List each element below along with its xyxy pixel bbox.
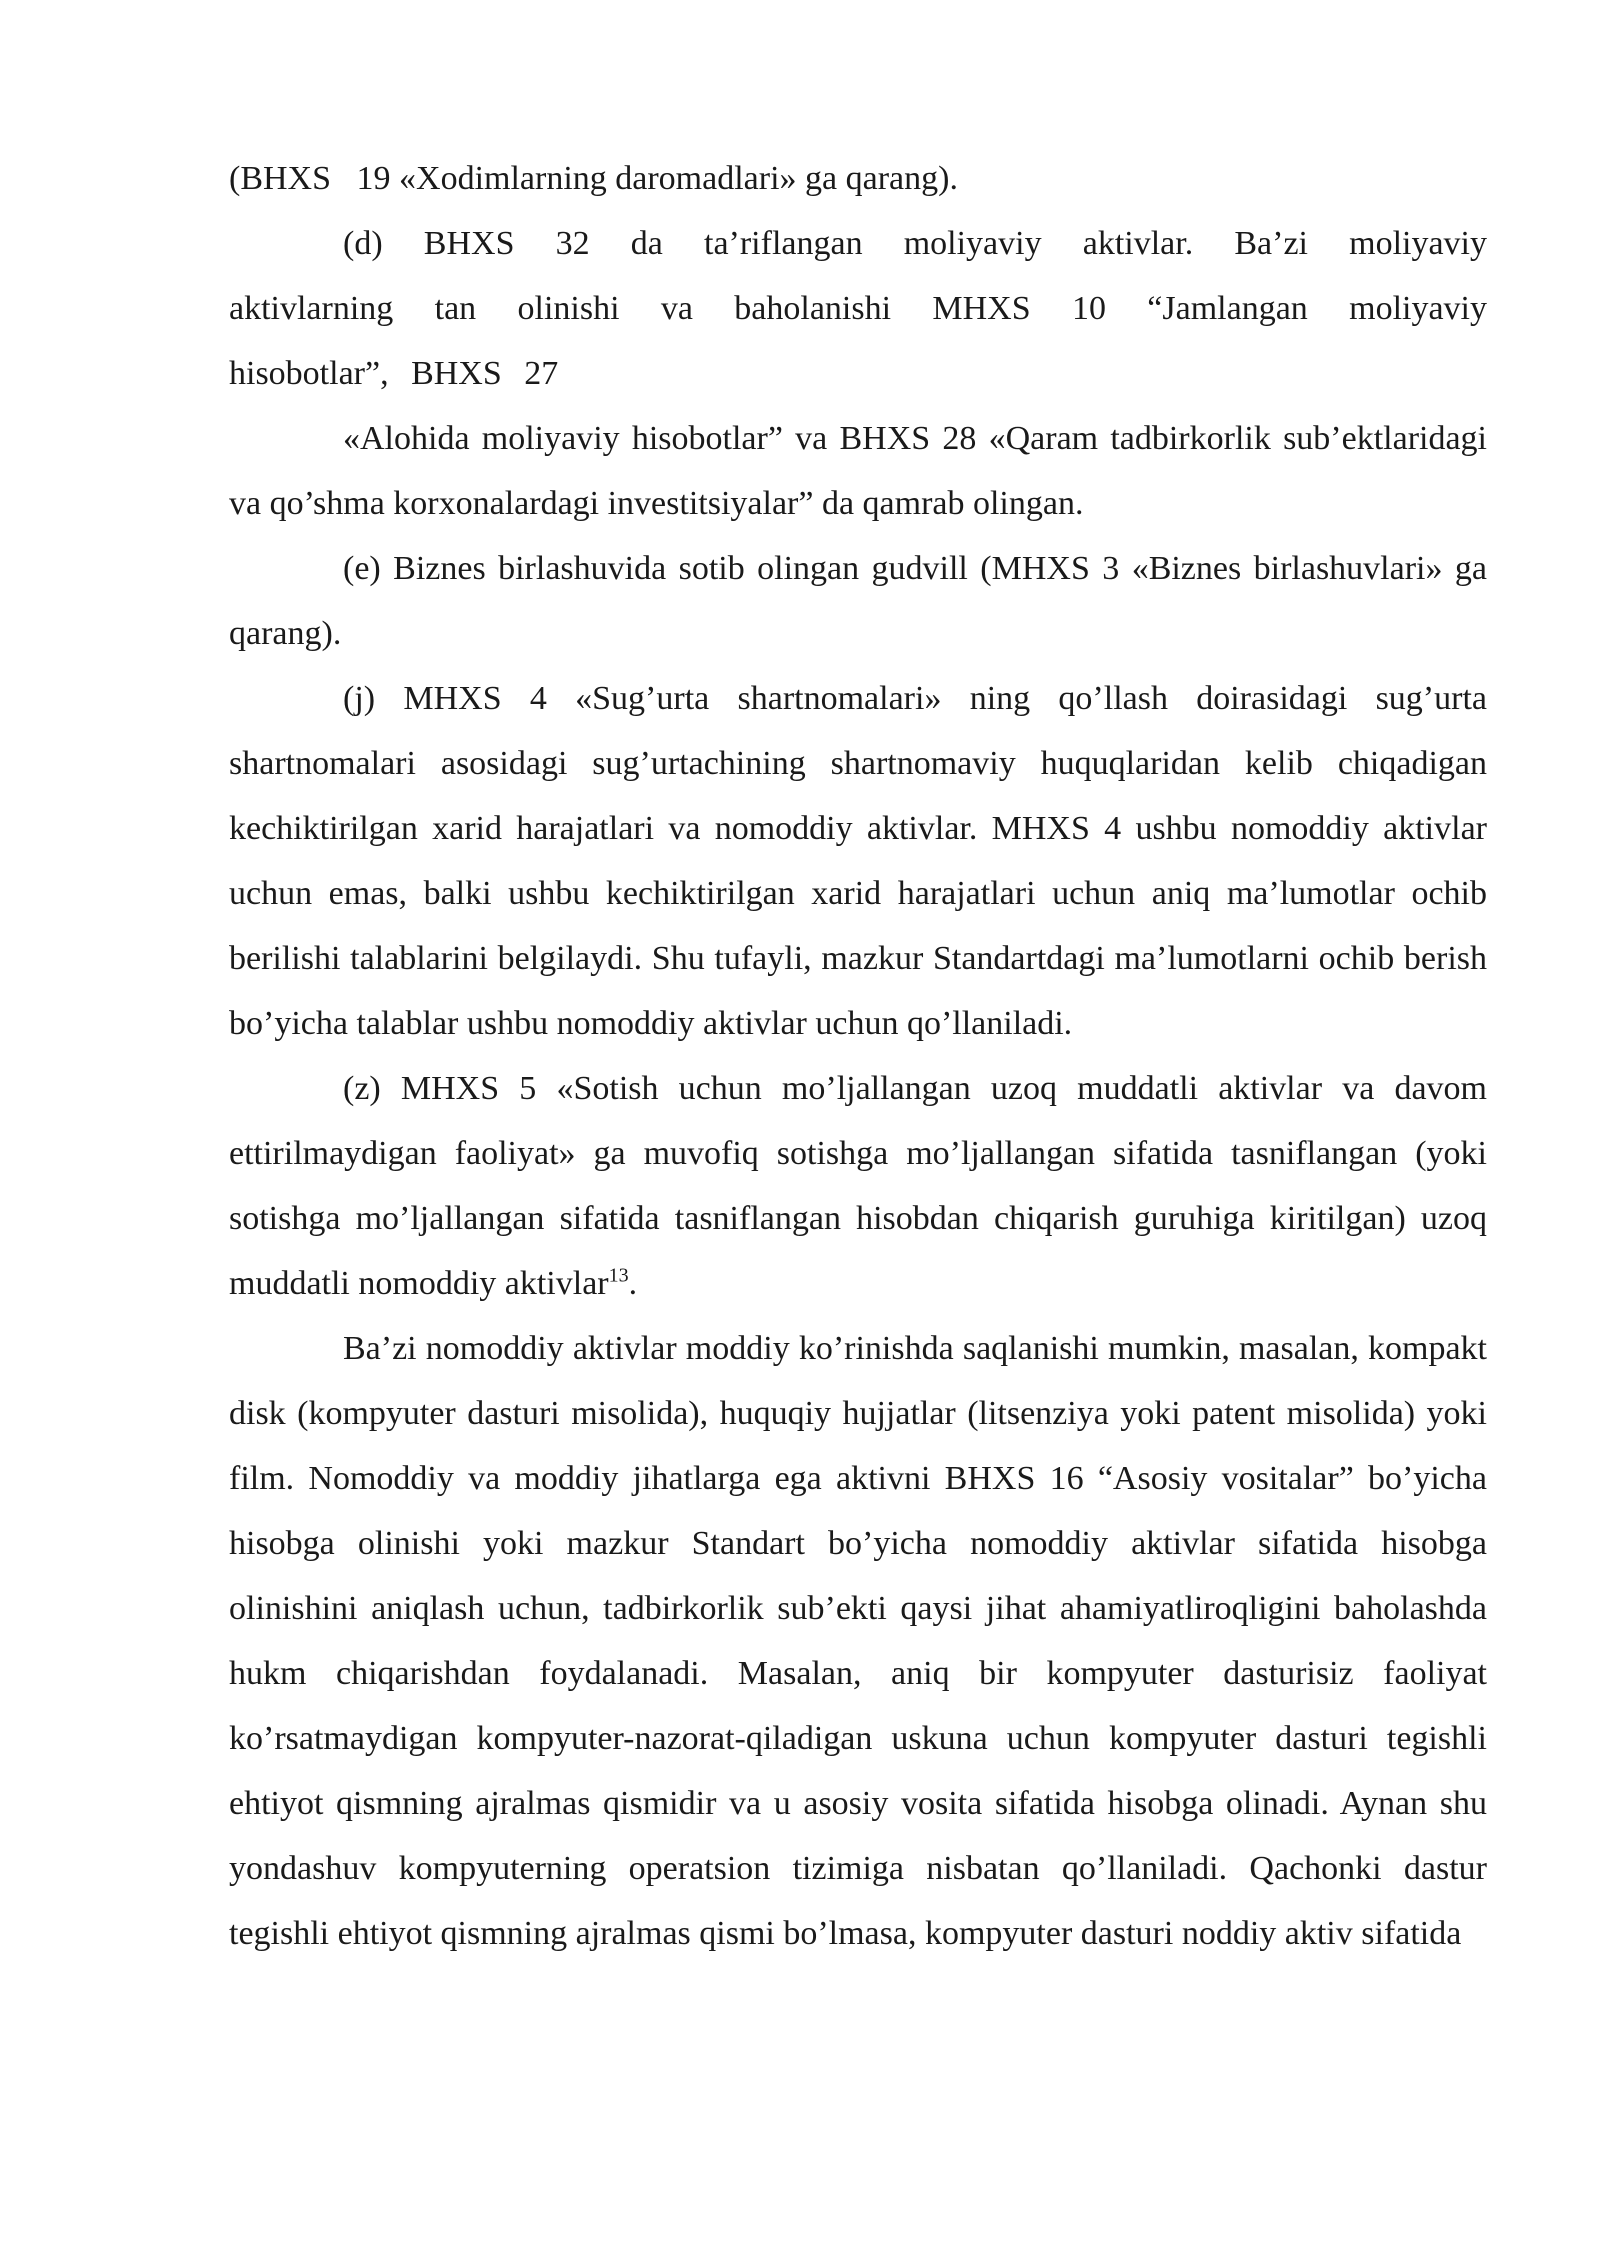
- paragraph-item-z: [229, 1056, 1487, 1316]
- document-body: [229, 146, 1487, 1966]
- paragraph-bhxs-19-reference: (BHXS 19 «Xodimlarning daromadlari» ga qarang).: [229, 160, 958, 197]
- paragraph-item-e: (e) Biznes birlashuvida sotib olingan gudvill (MHXS 3 «Biznes birlashuvlari» ga qarang).: [229, 550, 1487, 652]
- paragraph-item-j: (j) MHXS 4 «Sug’urta shartnomalari» ning qo’llash doirasidagi sug’urta shartnomalari asosidagi sug’urtachining shartnomaviy huquqlaridan kelib chiqadigan kechiktirilgan xarid harajatlari va nomoddiy aktivlar. MHXS 4 ushbu nomoddiy aktivlar uchun emas, balki ushbu kechiktirilgan xarid harajatlari uchun aniq ma’lumotlar ochib berilishi talablarini belgilaydi. Shu tufayli, mazkur Standartdagi ma’lumotlarni ochib berish bo’yicha talablar ushbu nomoddiy aktivlar uchun qo’llaniladi.: [229, 680, 1487, 1042]
- paragraph-item-d: (d) BHXS 32 da ta’riflangan moliyaviy aktivlar. Ba’zi moliyaviy aktivlarning tan olinishi va baholanishi MHXS 10 “Jamlangan moliyaviy hisobotlar”, BHXS 27: [229, 225, 1487, 392]
- paragraph-item-z-end: .: [628, 1265, 638, 1302]
- paragraph-item-z-text: (z) MHXS 5 «Sotish uchun mo’ljallangan uzoq muddatli aktivlar va davom ettirilmaydigan faoliyat» ga muvofiq sotishga mo’ljallangan sifatida tasniflangan (yoki sotishga mo’ljallangan sifatida tasniflangan hisobdan chiqarish guruhiga kiritilgan) uzoq muddatli nomoddiy aktivlar: [229, 1070, 1487, 1302]
- paragraph-alohida-hisobotlar: «Alohida moliyaviy hisobotlar” va BHXS 28 «Qaram tadbirkorlik sub’ektlaridagi va qo’shma korxonalardagi investitsiyalar” da qamrab olingan.: [229, 420, 1487, 522]
- paragraph-moddiy-korinish: Ba’zi nomoddiy aktivlar moddiy ko’rinishda saqlanishi mumkin, masalan, kompakt disk (kompyuter dasturi misolida), huquqiy hujjatlar (litsenziya yoki patent misolida) yoki film. Nomoddiy va moddiy jihatlarga ega aktivni BHXS 16 “Asosiy vositalar” bo’yicha hisobga olinishi yoki mazkur Standart bo’yicha nomoddiy aktivlar sifatida hisobga olinishini aniqlash uchun, tadbirkorlik sub’ekti qaysi jihat ahamiyatliroqligini baholashda hukm chiqarishdan foydalanadi. Masalan, aniq bir kompyuter dasturisiz faoliyat ko’rsatmaydigan kompyuter-nazorat-qiladigan uskuna uchun kompyuter dasturi tegishli ehtiyot qismning ajralmas qismidir va u asosiy vosita sifatida hisobga olinadi. Aynan shu yondashuv kompyuterning operatsion tizimiga nisbatan qo’llaniladi. Qachonki dastur tegishli ehtiyot qismning ajralmas qismi bo’lmasa, kompyuter dasturi noddiy aktiv sifatida: [229, 1330, 1487, 1952]
- footnote-marker[interactable]: 13: [608, 1264, 629, 1287]
